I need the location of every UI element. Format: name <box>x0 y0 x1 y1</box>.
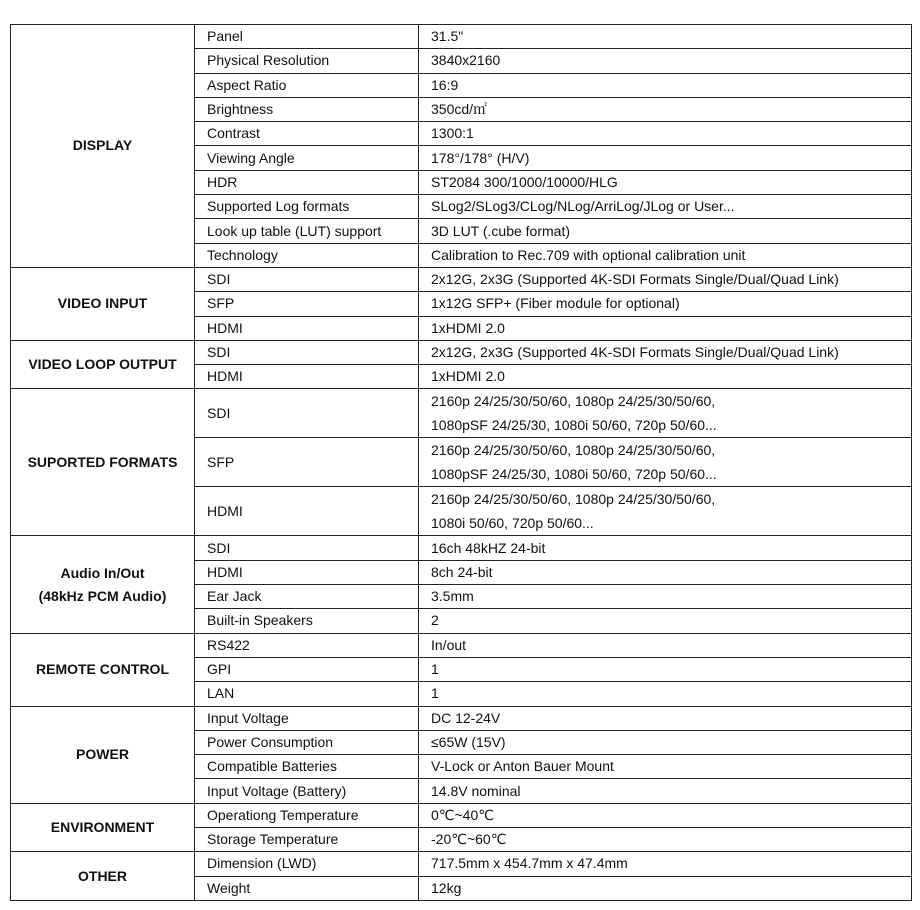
spec-value-line: 2x12G, 2x3G (Supported 4K-SDI Formats Single/Dual/Quad Link) <box>431 344 839 360</box>
spec-value-line: 1x12G SFP+ (Fiber module for optional) <box>431 295 680 312</box>
spec-value <box>419 25 912 49</box>
category-cell <box>11 267 195 340</box>
spec-table-body <box>11 25 912 901</box>
spec-value-line: ST2084 300/1000/10000/HLG <box>431 173 618 190</box>
spec-value-line: V-Lock or Anton Bauer Mount <box>431 758 614 775</box>
spec-value-line: ≤65W (15V) <box>431 733 506 750</box>
spec-value-line: 1 <box>431 685 439 702</box>
spec-label: Storage Temperature <box>195 828 419 852</box>
spec-value <box>419 365 912 389</box>
spec-value-line: 350cd/㎡ <box>431 101 488 118</box>
spec-value-line: 12kg <box>431 879 462 896</box>
spec-value <box>419 316 912 340</box>
spec-row <box>11 706 912 730</box>
spec-value <box>419 438 912 487</box>
spec-value-line: DC 12-24V <box>431 709 501 726</box>
spec-value-line: 14.8V nominal <box>431 782 521 799</box>
spec-value <box>419 340 912 364</box>
category-label: SUPORTED FORMATS <box>27 453 178 470</box>
spec-row <box>11 803 912 827</box>
spec-label: SDI <box>195 267 419 291</box>
spec-value <box>419 122 912 146</box>
spec-value-line: 3.5mm <box>431 588 474 605</box>
spec-value-line: 1 <box>431 661 439 678</box>
spec-value-line: 16:9 <box>431 76 459 93</box>
category-cell <box>11 389 195 536</box>
spec-value <box>419 219 912 243</box>
category-label: REMOTE CONTROL <box>36 661 169 678</box>
spec-value <box>419 170 912 194</box>
spec-row <box>11 536 912 560</box>
category-cell <box>11 633 195 706</box>
spec-label: Input Voltage <box>195 706 419 730</box>
spec-value <box>419 682 912 706</box>
spec-label: Look up table (LUT) support <box>195 219 419 243</box>
spec-value <box>419 536 912 560</box>
category-cell <box>11 706 195 803</box>
spec-value-line: 2160p 24/25/30/50/60, 1080p 24/25/30/50/60, <box>431 491 716 508</box>
spec-label: SDI <box>195 536 419 560</box>
spec-label: Input Voltage (Battery) <box>195 779 419 803</box>
spec-value-line: 717.5mm x 454.7mm x 47.4mm <box>431 855 628 872</box>
spec-label: Brightness <box>195 97 419 121</box>
spec-value-line: 2x12G, 2x3G (Supported 4K-SDI Formats Single/Dual/Quad Link) <box>431 271 839 288</box>
spec-value-line: 2160p 24/25/30/50/60, 1080p 24/25/30/50/60, <box>431 393 716 410</box>
spec-value-line: In/out <box>431 636 467 653</box>
spec-label: Weight <box>195 876 419 900</box>
spec-value <box>419 755 912 779</box>
spec-value <box>419 49 912 73</box>
spec-label: Viewing Angle <box>195 146 419 170</box>
spec-value <box>419 292 912 316</box>
spec-label: Compatible Batteries <box>195 755 419 779</box>
spec-label: Power Consumption <box>195 730 419 754</box>
spec-label: HDR <box>195 170 419 194</box>
spec-label: SFP <box>195 292 419 316</box>
category-label: ENVIRONMENT <box>50 819 155 836</box>
spec-value-line: 0℃~40℃ <box>431 806 494 823</box>
spec-label: Supported Log formats <box>195 195 419 219</box>
spec-value-line: 2160p 24/25/30/50/60, 1080p 24/25/30/50/60, <box>431 442 716 459</box>
spec-value-line: 178°/178° (H/V) <box>431 149 530 166</box>
spec-value <box>419 852 912 876</box>
spec-row <box>11 25 912 49</box>
spec-value-line: 16ch 48kHZ 24-bit <box>431 539 546 556</box>
spec-value <box>419 243 912 267</box>
spec-value <box>419 876 912 900</box>
category-cell <box>11 852 195 901</box>
category-label: DISPLAY <box>72 137 133 154</box>
category-label: VIDEO LOOP OUTPUT <box>28 356 177 373</box>
category-cell <box>11 25 195 268</box>
spec-value-line: 3840x2160 <box>431 52 501 69</box>
spec-value <box>419 73 912 97</box>
spec-value-line: 31.5" <box>431 28 464 45</box>
spec-label: Ear Jack <box>195 585 419 609</box>
spec-row <box>11 852 912 876</box>
spec-label: Technology <box>195 243 419 267</box>
spec-label: GPI <box>195 657 419 681</box>
spec-row <box>11 389 912 438</box>
spec-value-line: 1xHDMI 2.0 <box>431 368 505 385</box>
category-label: (48kHz PCM Audio) <box>38 587 167 604</box>
spec-value <box>419 657 912 681</box>
spec-value-line: Calibration to Rec.709 with optional calibration unit <box>431 246 746 263</box>
category-label: POWER <box>76 746 129 763</box>
spec-value-line: 2 <box>431 612 439 629</box>
spec-label: SFP <box>195 438 419 487</box>
spec-value <box>419 706 912 730</box>
spec-value <box>419 560 912 584</box>
spec-label: HDMI <box>195 487 419 536</box>
spec-value <box>419 779 912 803</box>
spec-label: LAN <box>195 682 419 706</box>
spec-label: HDMI <box>195 365 419 389</box>
spec-label: RS422 <box>195 633 419 657</box>
spec-row <box>11 267 912 291</box>
category-label: OTHER <box>78 867 127 884</box>
spec-value-line: 1080i 50/60, 720p 50/60... <box>431 515 594 532</box>
spec-label: SDI <box>195 340 419 364</box>
spec-label: Built-in Speakers <box>195 609 419 633</box>
spec-label: HDMI <box>195 316 419 340</box>
spec-label: SDI <box>195 389 419 438</box>
spec-label: Panel <box>195 25 419 49</box>
spec-value <box>419 267 912 291</box>
spec-value <box>419 609 912 633</box>
spec-label: Aspect Ratio <box>195 73 419 97</box>
spec-value-line: 1080pSF 24/25/30, 1080i 50/60, 720p 50/60... <box>431 466 717 483</box>
spec-value <box>419 828 912 852</box>
spec-value <box>419 389 912 438</box>
spec-label: Contrast <box>195 122 419 146</box>
spec-value-line: 8ch 24-bit <box>431 563 493 580</box>
spec-label: Dimension (LWD) <box>195 852 419 876</box>
spec-value <box>419 487 912 536</box>
spec-value-line: 1300:1 <box>431 125 474 142</box>
spec-label: HDMI <box>195 560 419 584</box>
category-cell <box>11 536 195 633</box>
spec-value <box>419 633 912 657</box>
spec-value-line: -20℃~60℃ <box>431 831 507 848</box>
category-label: Audio In/Out <box>60 564 145 581</box>
spec-value <box>419 195 912 219</box>
category-label: VIDEO INPUT <box>57 295 148 312</box>
category-cell <box>11 803 195 852</box>
category-cell <box>11 340 195 389</box>
spec-value-line: 3D LUT (.cube format) <box>431 222 571 239</box>
spec-value <box>419 730 912 754</box>
spec-value <box>419 803 912 827</box>
spec-value-line: 1080pSF 24/25/30, 1080i 50/60, 720p 50/60... <box>431 417 717 434</box>
spec-value-line: SLog2/SLog3/CLog/NLog/ArriLog/JLog or User... <box>431 198 735 215</box>
spec-row <box>11 340 912 364</box>
spec-row <box>11 633 912 657</box>
spec-table <box>10 24 912 901</box>
spec-value <box>419 585 912 609</box>
spec-label: Physical Resolution <box>195 49 419 73</box>
spec-value <box>419 97 912 121</box>
spec-value <box>419 146 912 170</box>
spec-value-line: 1xHDMI 2.0 <box>431 319 505 336</box>
spec-label: Operationg Temperature <box>195 803 419 827</box>
